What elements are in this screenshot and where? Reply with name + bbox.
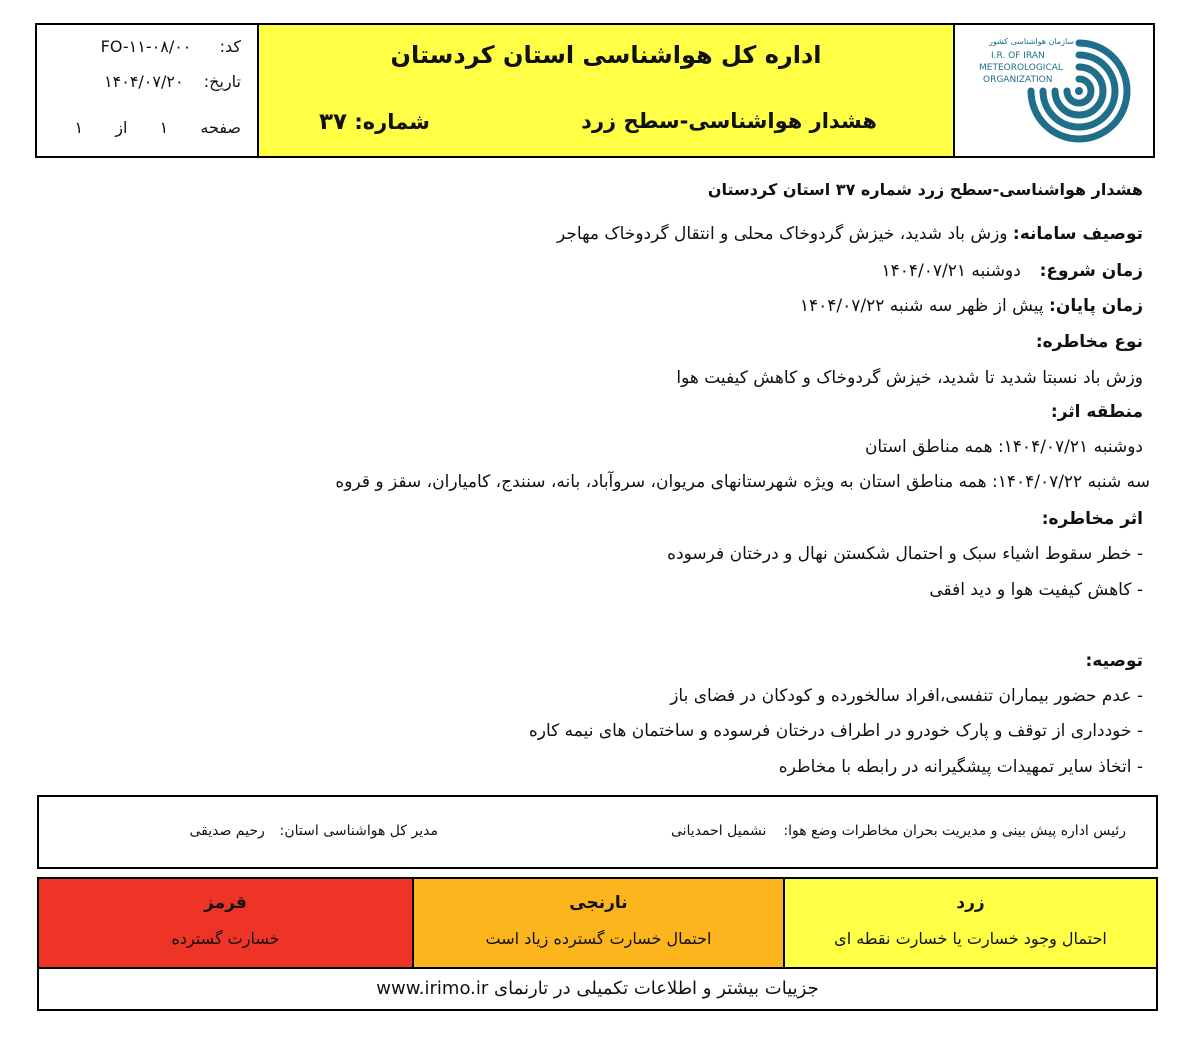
system-description-label: توصیف سامانه: — [1012, 224, 1143, 244]
date-value: ۱۴۰۴/۰۷/۲۰ — [104, 72, 184, 91]
page-of: از — [115, 118, 128, 137]
page-current: ۱ — [159, 118, 169, 137]
hazard-type-label: نوع مخاطره: — [1035, 332, 1143, 352]
date-label: تاریخ: — [203, 72, 241, 91]
document-header — [35, 23, 1155, 158]
logo-text-fa: سازمان هواشناسی کشور — [989, 37, 1075, 46]
legend-red-description: خسارت گسترده — [171, 929, 280, 948]
legend-red-title: قرمز — [204, 893, 247, 913]
start-time-row — [881, 261, 1143, 281]
warning-level-legend — [37, 877, 1158, 1011]
impact-area-label: منطقه اثر: — [1050, 402, 1143, 422]
hazard-effect-item: - کاهش کیفیت هوا و دید افقی — [929, 580, 1143, 600]
logo-text-line4: ORGANIZATION — [983, 75, 1053, 85]
logo-text-line3: METEOROLOGICAL — [979, 63, 1063, 73]
number-label: شماره: — [354, 110, 430, 134]
code-value: FO-۱۱-۰۸/۰۰ — [100, 37, 192, 56]
legend-yellow-title: زرد — [956, 893, 985, 913]
logo-text-line2: I.R. OF IRAN — [991, 51, 1045, 61]
date-row — [104, 72, 241, 91]
legend-red — [39, 879, 412, 967]
system-description-row — [557, 224, 1143, 244]
impact-area-line-2: سه شنبه ۱۴۰۴/۰۷/۲۲: همه مناطق استان به ویژه شهرستانهای مریوان، سروآباد، بانه، سنندج، کامیاران، سقز و قروه — [335, 472, 1150, 492]
legend-orange-description: احتمال خسارت گسترده زیاد است — [485, 929, 712, 948]
legend-yellow-description: احتمال وجود خسارت یا خسارت نقطه ای — [834, 929, 1107, 948]
director-name: رحیم صدیقی — [189, 823, 265, 839]
advice-item: - اتخاذ سایر تمهیدات پیشگیرانه در رابطه با مخاطره — [778, 757, 1143, 777]
director-signature — [189, 823, 438, 839]
impact-area-line-1: دوشنبه ۱۴۰۴/۰۷/۲۱: همه مناطق استان — [864, 437, 1143, 457]
end-time-row — [800, 296, 1143, 316]
page-total: ۱ — [74, 118, 84, 137]
code-row — [101, 37, 241, 56]
start-time-value: دوشنبه ۱۴۰۴/۰۷/۲۱ — [881, 261, 1021, 281]
director-label: مدیر کل هواشناسی استان: — [279, 823, 438, 839]
legend-yellow — [785, 879, 1156, 967]
number-value: ۳۷ — [319, 109, 348, 135]
signature-box — [37, 795, 1158, 869]
page-label: صفحه — [200, 118, 241, 137]
legend-orange-title: نارنجی — [569, 893, 628, 913]
warning-heading: هشدار هواشناسی-سطح زرد شماره ۳۷ استان کردستان — [707, 180, 1143, 199]
advice-item: - عدم حضور بیماران تنفسی،افراد سالخورده و کودکان در فضای باز — [670, 686, 1143, 706]
system-description-value: وزش باد شدید، خیزش گردوخاک محلی و انتقال گردوخاک مهاجر — [557, 224, 1008, 244]
organization-logo — [955, 25, 1153, 156]
forecast-head-signature — [671, 823, 1126, 839]
hazard-effect-item: - خطر سقوط اشیاء سبک و احتمال شکستن نهال و درختان فرسوده — [667, 544, 1143, 564]
hazard-effects-label: اثر مخاطره: — [1041, 509, 1143, 529]
warning-number — [319, 109, 430, 135]
forecast-head-name: نشمیل احمدیانی — [670, 823, 767, 839]
forecast-head-label: رئیس اداره پیش بینی و مدیریت بحران مخاطرات وضع هوا: — [783, 823, 1126, 839]
advice-item: - خودداری از توقف و پارک خودرو در اطراف درختان فرسوده و ساختمان های نیمه کاره — [528, 721, 1143, 741]
title-panel — [259, 25, 955, 156]
code-label: کد: — [219, 37, 241, 56]
advice-label: توصیه: — [1085, 651, 1143, 671]
warning-level-title: هشدار هواشناسی-سطح زرد — [581, 109, 877, 133]
irimo-website-link[interactable]: www.irimo.ir — [376, 978, 489, 999]
page-title: اداره کل هواشناسی استان کردستان — [390, 41, 822, 69]
legend-orange — [412, 879, 785, 967]
hazard-type-value: وزش باد نسبتا شدید تا شدید، خیزش گردوخاک و کاهش کیفیت هوا — [676, 368, 1143, 388]
more-info-footer — [39, 967, 1156, 1011]
document-meta-box — [37, 25, 259, 156]
page-row — [74, 118, 241, 137]
more-info-text: جزییات بیشتر و اطلاعات تکمیلی در تارنمای — [494, 978, 819, 999]
start-time-label: زمان شروع: — [1039, 261, 1143, 281]
end-time-label: زمان پایان: — [1049, 296, 1143, 316]
end-time-value: پیش از ظهر سه شنبه ۱۴۰۴/۰۷/۲۲ — [799, 296, 1044, 316]
